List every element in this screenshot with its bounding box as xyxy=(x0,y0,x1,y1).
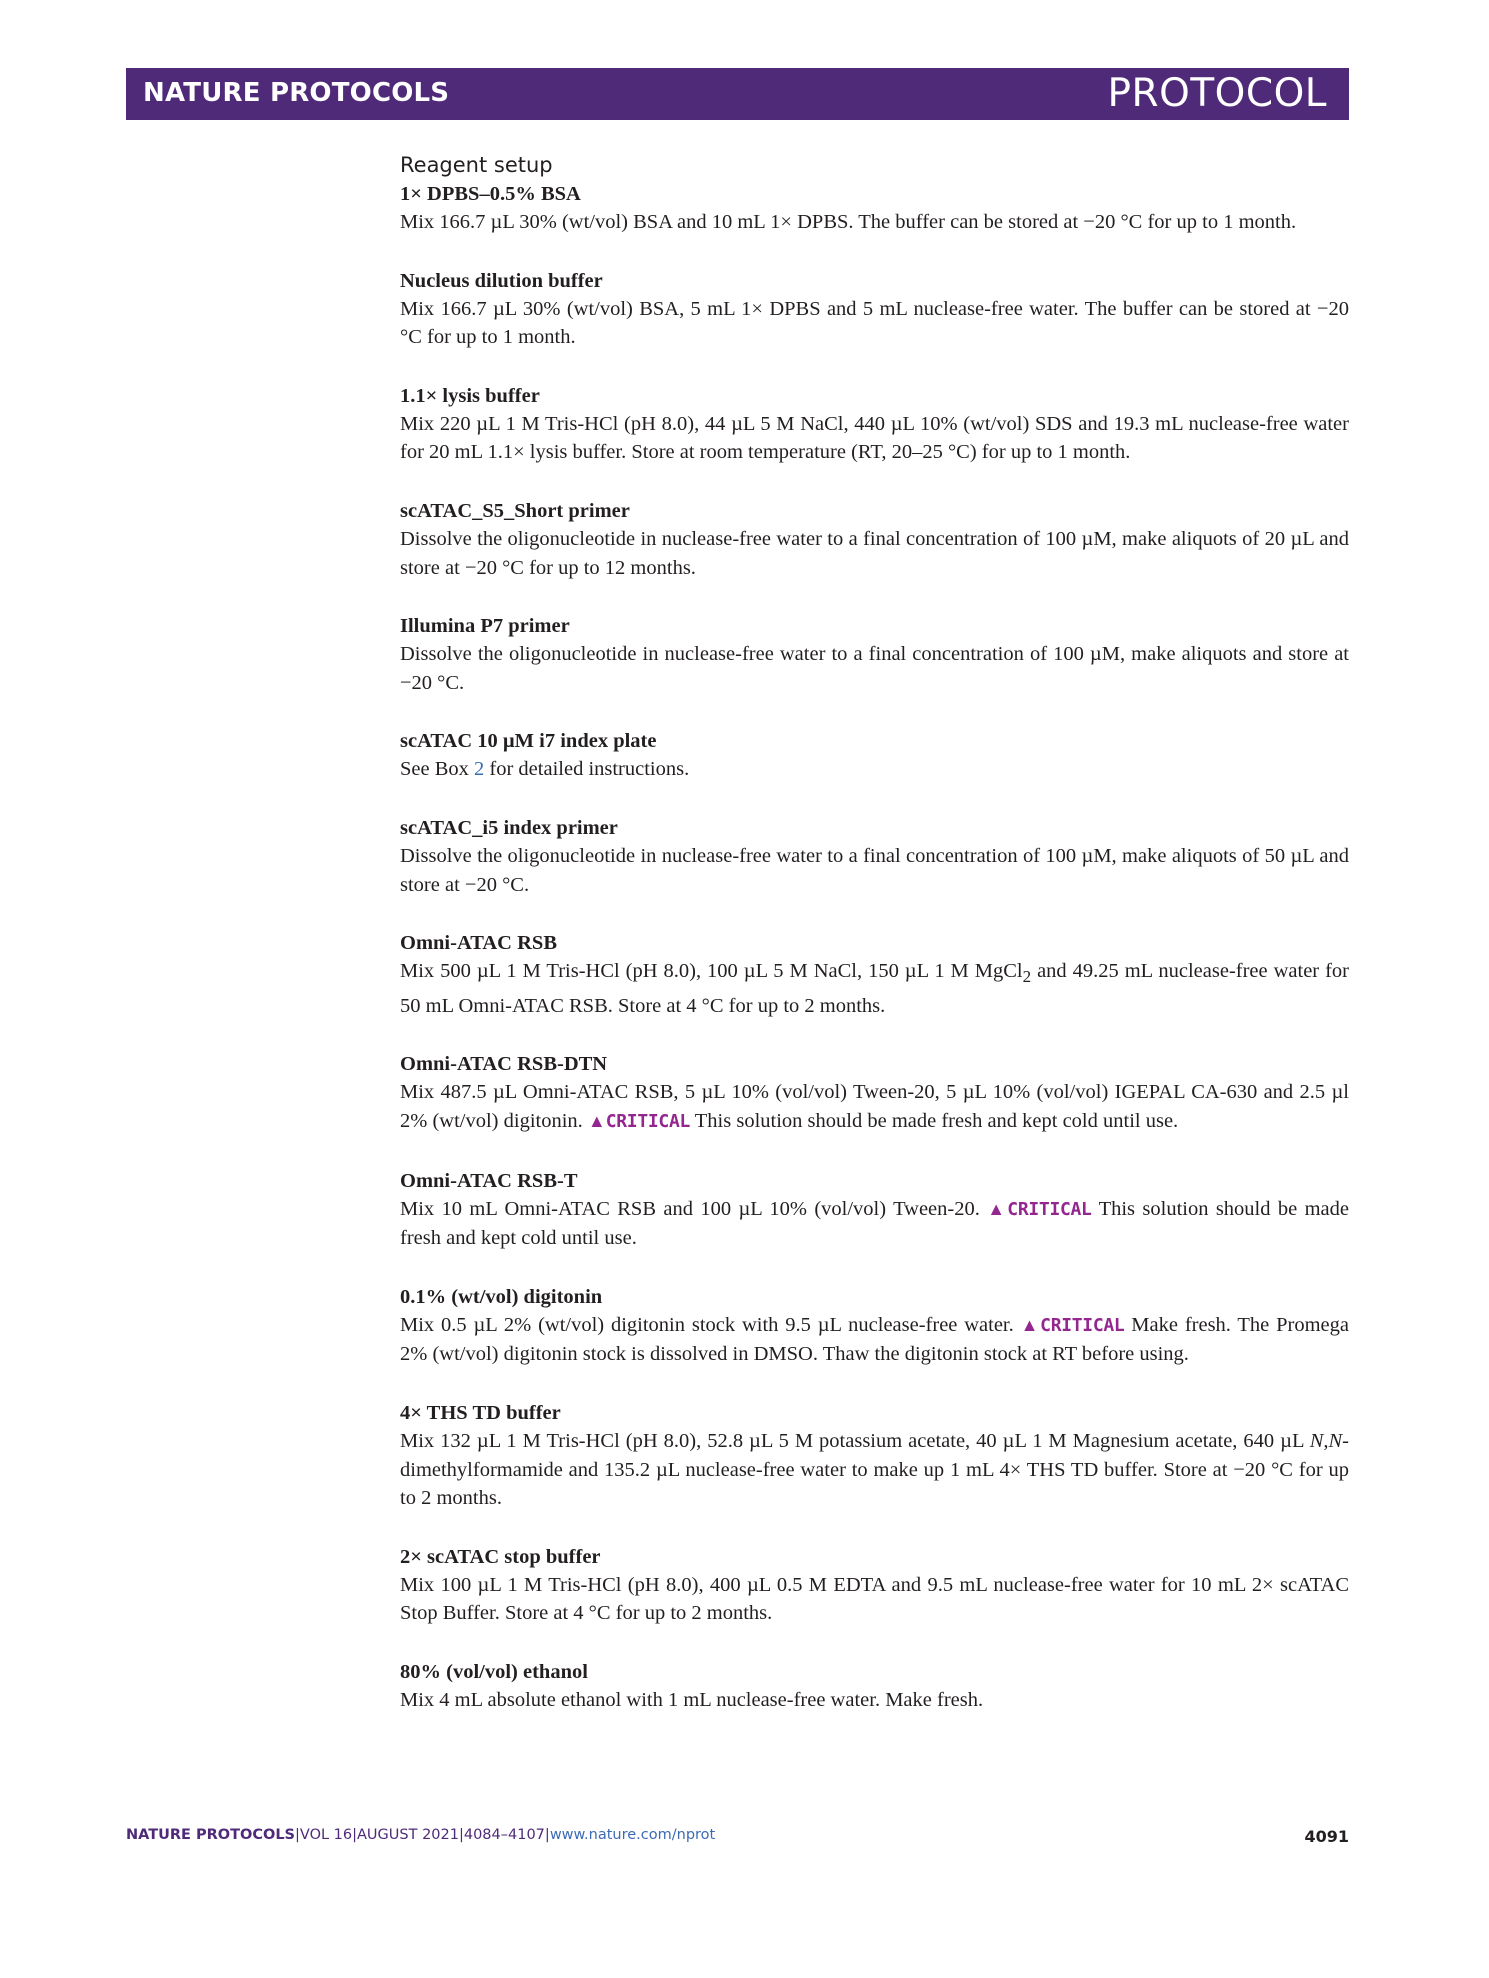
reagent-item xyxy=(400,1283,1349,1369)
reagent-title: Nucleus dilution buffer xyxy=(400,269,603,292)
reagent-title: scATAC_S5_Short primer xyxy=(400,499,630,522)
reagent-text xyxy=(400,1427,1349,1513)
reagent-title: Omni-ATAC RSB-T xyxy=(400,1169,578,1192)
footer-pages: 4084–4107 xyxy=(463,1827,545,1843)
reagent-text xyxy=(400,1078,1349,1136)
reagent-item xyxy=(400,929,1349,1020)
text-segment: This solution should be made fresh and kept cold until use. xyxy=(690,1110,1179,1132)
reagent-title: scATAC 10 µM i7 index plate xyxy=(400,730,657,753)
text-segment: Mix 10 mL Omni-ATAC RSB and 100 µL 10% (vol/vol) Tween-20. xyxy=(400,1197,988,1220)
reagent-text: Dissolve the oligonucleotide in nuclease-free water to a final concentration of 100 µM, make aliquots of 50 µL and store at −20 °C. xyxy=(400,844,1349,896)
critical-label: CRITICAL xyxy=(1040,1314,1125,1336)
text-segment: Mix 487.5 µL Omni-ATAC RSB, 5 µL 10% (vol/vol) Tween-20, 5 µL 10% (vol/vol) IGEPAL CA-630 and 2.5 µl 2% (wt/vol) digitonin. xyxy=(400,1081,1349,1132)
reagent-text: Dissolve the oligonucleotide in nuclease-free water to a final concentration of 100 µM, make aliquots and store at −20 °C. xyxy=(400,643,1349,694)
reagent-title: 4× THS TD buffer xyxy=(400,1401,561,1424)
text-segment: See Box xyxy=(400,758,475,781)
italic-text: N,N xyxy=(1309,1429,1343,1452)
footer-date: AUGUST 2021 xyxy=(357,1827,459,1843)
text-segment: Mix 132 µL 1 M Tris-HCl (pH 8.0), 52.8 µL 5 M potassium acetate, 40 µL 1 M Magnesium acetate, 640 µL xyxy=(400,1429,1310,1452)
reagent-text xyxy=(400,755,1349,784)
reagent-item xyxy=(400,1399,1349,1513)
reagent-item xyxy=(400,267,1349,352)
reagent-title: Illumina P7 primer xyxy=(400,615,570,638)
header-band xyxy=(126,68,1349,120)
critical-triangle-icon: ▲ xyxy=(987,1198,1008,1219)
reagent-title: Omni-ATAC RSB-DTN xyxy=(400,1053,608,1076)
reagent-item xyxy=(400,180,1349,237)
reagent-text xyxy=(400,957,1349,1020)
footer-separator: | xyxy=(352,1827,358,1843)
reagent-text: Mix 4 mL absolute ethanol with 1 mL nuclease-free water. Make fresh. xyxy=(400,1688,984,1711)
reagent-item xyxy=(400,1167,1349,1253)
reagent-title: 1× DPBS–0.5% BSA xyxy=(400,183,581,205)
reagent-title: 1.1× lysis buffer xyxy=(400,384,540,407)
text-segment: -dimethylformamide and 135.2 µL nuclease-free water to make up 1 mL 4× THS TD buffer. Store at −20 °C for up to 2 months. xyxy=(400,1429,1349,1510)
reagent-text xyxy=(400,1195,1349,1253)
reagent-text: Dissolve the oligonucleotide in nuclease-free water to a final concentration of 100 µM, make aliquots of 20 µL and store at −20 °C for up to 12 months. xyxy=(400,527,1349,579)
reagent-item xyxy=(400,497,1349,582)
reagent-item xyxy=(400,1658,1349,1715)
text-segment: and 49.25 mL nuclease-free water for 50 mL Omni-ATAC RSB. Store at 4 °C for up to 2 months. xyxy=(400,960,1349,1017)
reagent-item xyxy=(400,382,1349,467)
reagent-title: 80% (vol/vol) ethanol xyxy=(400,1660,588,1683)
footer-separator: | xyxy=(458,1827,464,1843)
critical-triangle-icon: ▲ xyxy=(1020,1314,1041,1335)
page-number: 4091 xyxy=(1304,1827,1349,1846)
critical-label: CRITICAL xyxy=(1007,1198,1092,1220)
reagent-item xyxy=(400,612,1349,697)
reagent-text: Mix 100 µL 1 M Tris-HCl (pH 8.0), 400 µL 0.5 M EDTA and 9.5 mL nuclease-free water for 10 mL 2× scATAC Stop Buffer. Store at 4 °C for up to 2 months. xyxy=(400,1573,1349,1625)
reagent-item xyxy=(400,1050,1349,1136)
reagent-title: Omni-ATAC RSB xyxy=(400,932,557,955)
subscript: 2 xyxy=(1022,967,1032,987)
reagent-title: 0.1% (wt/vol) digitonin xyxy=(400,1285,603,1308)
reagent-title: 2× scATAC stop buffer xyxy=(400,1545,601,1568)
text-segment: This solution should be made fresh and kept cold until use. xyxy=(400,1197,1349,1250)
critical-triangle-icon: ▲ xyxy=(587,1111,606,1131)
reagent-item xyxy=(400,814,1349,899)
reagent-text: Mix 166.7 µL 30% (wt/vol) BSA and 10 mL 1× DPBS. The buffer can be stored at −20 °C for up to 1 month. xyxy=(400,211,1297,233)
section-title: Reagent setup xyxy=(400,153,553,177)
reagent-item xyxy=(400,727,1349,784)
footer-url-link[interactable]: www.nature.com/nprot xyxy=(549,1827,716,1843)
text-segment: Mix 0.5 µL 2% (wt/vol) digitonin stock with 9.5 µL nuclease-free water. xyxy=(400,1313,1021,1336)
reagent-item xyxy=(400,1543,1349,1628)
reagent-title: scATAC_i5 index primer xyxy=(400,816,618,839)
footer-journal: NATURE PROTOCOLS xyxy=(126,1827,296,1843)
footer-separator: | xyxy=(295,1827,300,1843)
text-segment: for detailed instructions. xyxy=(484,758,690,781)
article-type: PROTOCOL xyxy=(1107,71,1327,116)
box-reference-link[interactable]: 2 xyxy=(474,758,485,781)
reagent-text xyxy=(400,1311,1349,1369)
footer-citation xyxy=(126,1827,715,1843)
reagent-text: Mix 166.7 µL 30% (wt/vol) BSA, 5 mL 1× DPBS and 5 mL nuclease-free water. The buffer can be stored at −20 °C for up to 1 month. xyxy=(400,297,1349,349)
footer-separator: | xyxy=(544,1827,550,1843)
journal-name: NATURE PROTOCOLS xyxy=(143,78,450,108)
reagent-setup-section xyxy=(400,150,1349,1745)
reagent-text: Mix 220 µL 1 M Tris-HCl (pH 8.0), 44 µL 5 M NaCl, 440 µL 10% (wt/vol) SDS and 19.3 mL nuclease-free water for 20 mL 1.1× lysis buffer. Store at room temperature (RT, 20–25 °C) for up to 1 month. xyxy=(400,412,1349,464)
critical-label: CRITICAL xyxy=(605,1111,691,1132)
text-segment: Mix 500 µL 1 M Tris-HCl (pH 8.0), 100 µL 5 M NaCl, 150 µL 1 M MgCl xyxy=(400,960,1023,983)
footer-volume: VOL 16 xyxy=(299,1827,353,1843)
text-segment: Make fresh. The Promega 2% (wt/vol) digitonin stock is dissolved in DMSO. Thaw the digitonin stock at RT before using. xyxy=(400,1313,1349,1366)
